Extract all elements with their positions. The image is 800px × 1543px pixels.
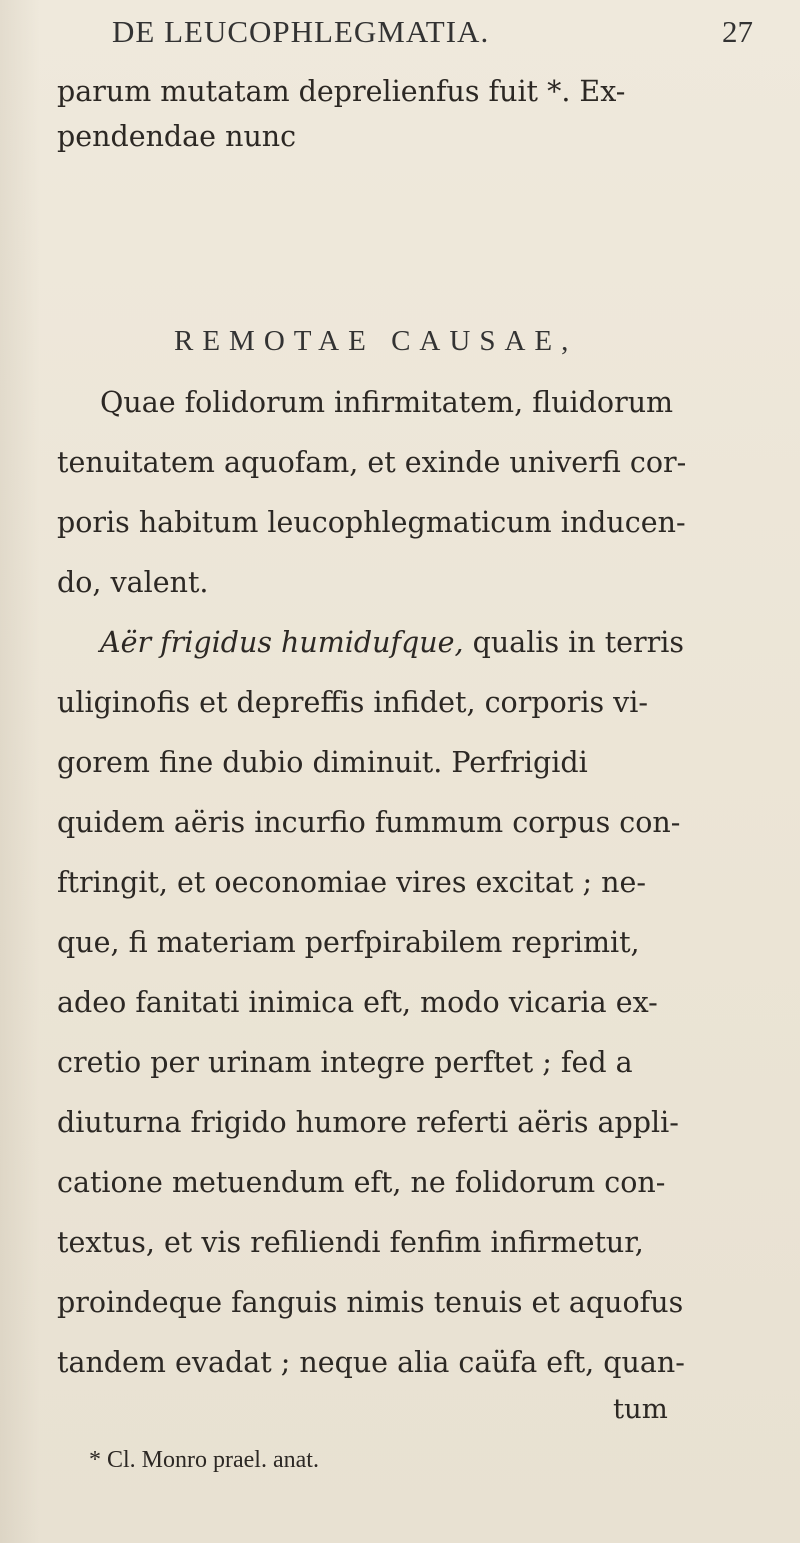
text-line-11: ftringit, et oeconomiae vires excitat ; ne-: [57, 866, 646, 899]
catchword: tum: [613, 1393, 668, 1425]
text-line-6: do, valent.: [57, 566, 209, 599]
text-line-1: parum mutatam deprelienfus fuit *. Ex-: [57, 75, 626, 108]
text-line-5: poris habitum leucophlegmaticum inducen-: [57, 506, 686, 539]
text-line-18: proindeque fanguis nimis tenuis et aquofus: [57, 1286, 684, 1319]
text-line-2: pendendae nunc: [57, 120, 297, 153]
section-heading: REMOTAE CAUSAE,: [174, 325, 578, 357]
text-line-19: tandem evadat ; neque alia caüfa eft, quan-: [57, 1346, 685, 1379]
text-line-3: Quae folidorum infirmitatem, fluidorum: [100, 386, 674, 419]
running-title: DE LEUCOPHLEGMATIA.: [112, 14, 490, 49]
text-line-17: textus, et vis refiliendi fenfim infirmetur,: [57, 1226, 644, 1259]
text-line-8: uliginofis et depreffis infidet, corporis vi-: [57, 686, 648, 719]
text-line-14: cretio per urinam integre perftet ; fed a: [57, 1046, 633, 1079]
text-line-7: [100, 625, 684, 661]
text-line-12: que, fi materiam perfpirabilem reprimit,: [57, 926, 640, 959]
italic-phrase: Aër frigidus humidufque,: [100, 626, 464, 659]
page-number: 27: [722, 14, 753, 49]
text-line-16: catione metuendum eft, ne folidorum con-: [57, 1166, 666, 1199]
footnote: * Cl. Monro prael. anat.: [89, 1447, 319, 1473]
text-line-4: tenuitatem aquofam, et exinde univerfi cor-: [57, 446, 687, 479]
text-line-13: adeo fanitati inimica eft, modo vicaria ex-: [57, 986, 658, 1019]
text-line-10: quidem aëris incurfio fummum corpus con-: [57, 806, 681, 839]
text-line-7-rest: qualis in terris: [463, 626, 684, 659]
text-line-9: gorem fine dubio diminuit. Perfrigidi: [57, 746, 588, 779]
text-line-15: diuturna frigido humore referti aëris appli-: [57, 1106, 679, 1139]
